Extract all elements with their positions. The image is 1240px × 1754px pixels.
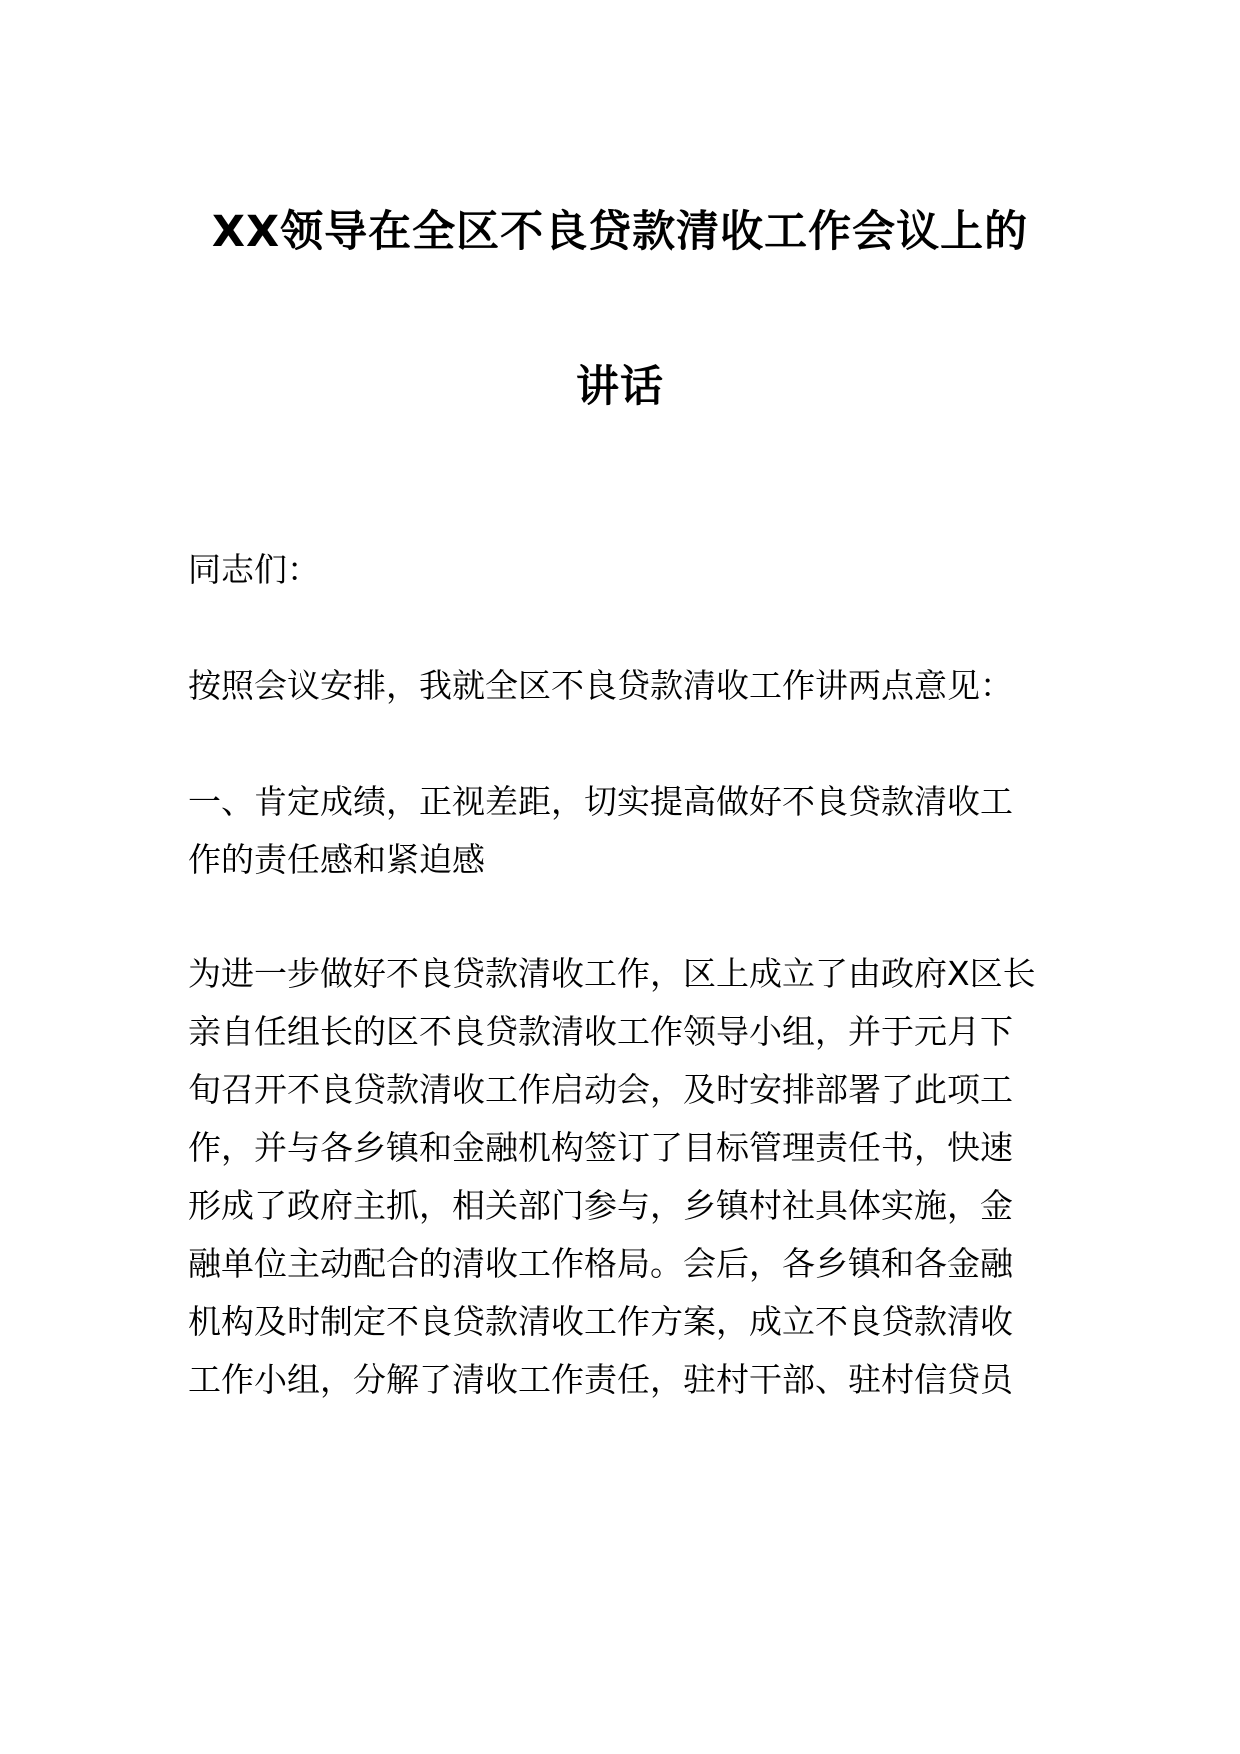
paragraph-1-line-2: 亲自任组长的区不良贷款清收工作领导小组，并于元月下 [188, 1012, 1013, 1051]
paragraph-1-line-1: 为进一步做好不良贷款清收工作，区上成立了由政府X区长 [188, 954, 1036, 993]
paragraph-1-line-4: 作，并与各乡镇和金融机构签订了目标管理责任书，快速 [188, 1128, 1013, 1167]
paragraph-1-line-3: 旬召开不良贷款清收工作启动会，及时安排部署了此项工 [188, 1070, 1013, 1109]
section-1-heading-line-2: 作的责任感和紧迫感 [188, 840, 485, 879]
paragraph-1-line-7: 机构及时制定不良贷款清收工作方案，成立不良贷款清收 [188, 1302, 1013, 1341]
paragraph-1-line-5: 形成了政府主抓，相关部门参与，乡镇村社具体实施，金 [188, 1186, 1013, 1225]
intro-paragraph: 按照会议安排，我就全区不良贷款清收工作讲两点意见： [188, 666, 1013, 705]
document-title-line-2: 讲话 [576, 362, 664, 412]
salutation: 同志们： [188, 550, 320, 589]
section-1-heading-line-1: 一、肯定成绩，正视差距，切实提高做好不良贷款清收工 [188, 782, 1013, 821]
paragraph-1-line-8: 工作小组，分解了清收工作责任，驻村干部、驻村信贷员 [188, 1360, 1013, 1399]
paragraph-1-line-6: 融单位主动配合的清收工作格局。会后，各乡镇和各金融 [188, 1244, 1013, 1283]
document-title-line-1: XX领导在全区不良贷款清收工作会议上的 [211, 207, 1029, 257]
